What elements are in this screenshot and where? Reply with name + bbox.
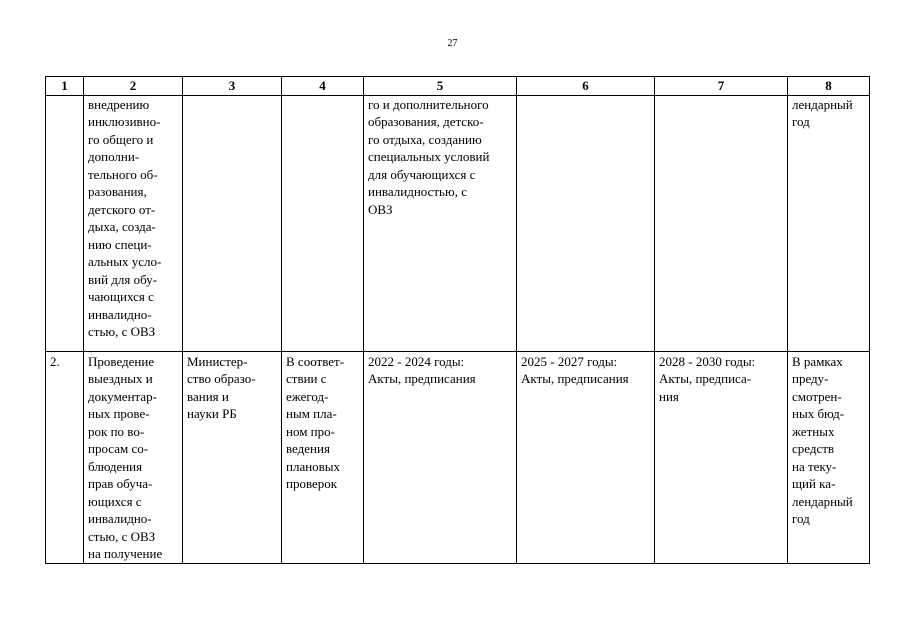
table-cell [46,95,84,351]
column-header-2: 2 [84,77,183,96]
column-header-4: 4 [282,77,364,96]
column-header-5: 5 [364,77,517,96]
table-cell: Проведение выездных и документар- ных прове- рок по во- просам со- блюдения прав обуча- ющихся с инвалидно- стью, с ОВЗ на получение [84,351,183,563]
table-cell: 2. [46,351,84,563]
column-header-3: 3 [183,77,282,96]
plan-table [45,76,870,564]
table-cell: внедрению инклюзивно- го общего и дополни- тельного об- разования, детского от- дыха, созда- нию специ- альных усло- вий для обу- чающихся с инвалидно- стью, с ОВЗ [84,95,183,351]
table-cell [655,95,788,351]
table-row [46,351,870,563]
table-cell: лендарный год [788,95,870,351]
table-cell: 2025 - 2027 годы: Акты, предписания [517,351,655,563]
table-cell: В соответ- ствии с ежегод- ным пла- ном про- ведения плановых проверок [282,351,364,563]
table-cell: 2022 - 2024 годы: Акты, предписания [364,351,517,563]
column-header-1: 1 [46,77,84,96]
table-header-row [46,77,870,96]
column-header-8: 8 [788,77,870,96]
column-header-6: 6 [517,77,655,96]
column-header-7: 7 [655,77,788,96]
table-row [46,95,870,351]
table-cell [282,95,364,351]
table-cell [183,95,282,351]
page-number: 27 [447,38,458,49]
table-cell: го и дополнительного образования, детско- го отдыха, созданию специальных условий для обучающихся с инвалидностью, с ОВЗ [364,95,517,351]
table-cell: 2028 - 2030 годы: Акты, предписа- ния [655,351,788,563]
table-cell: Министер- ство образо- вания и науки РБ [183,351,282,563]
table-cell: В рамках преду- смотрен- ных бюд- жетных средств на теку- щий ка- лендарный год [788,351,870,563]
table-cell [517,95,655,351]
